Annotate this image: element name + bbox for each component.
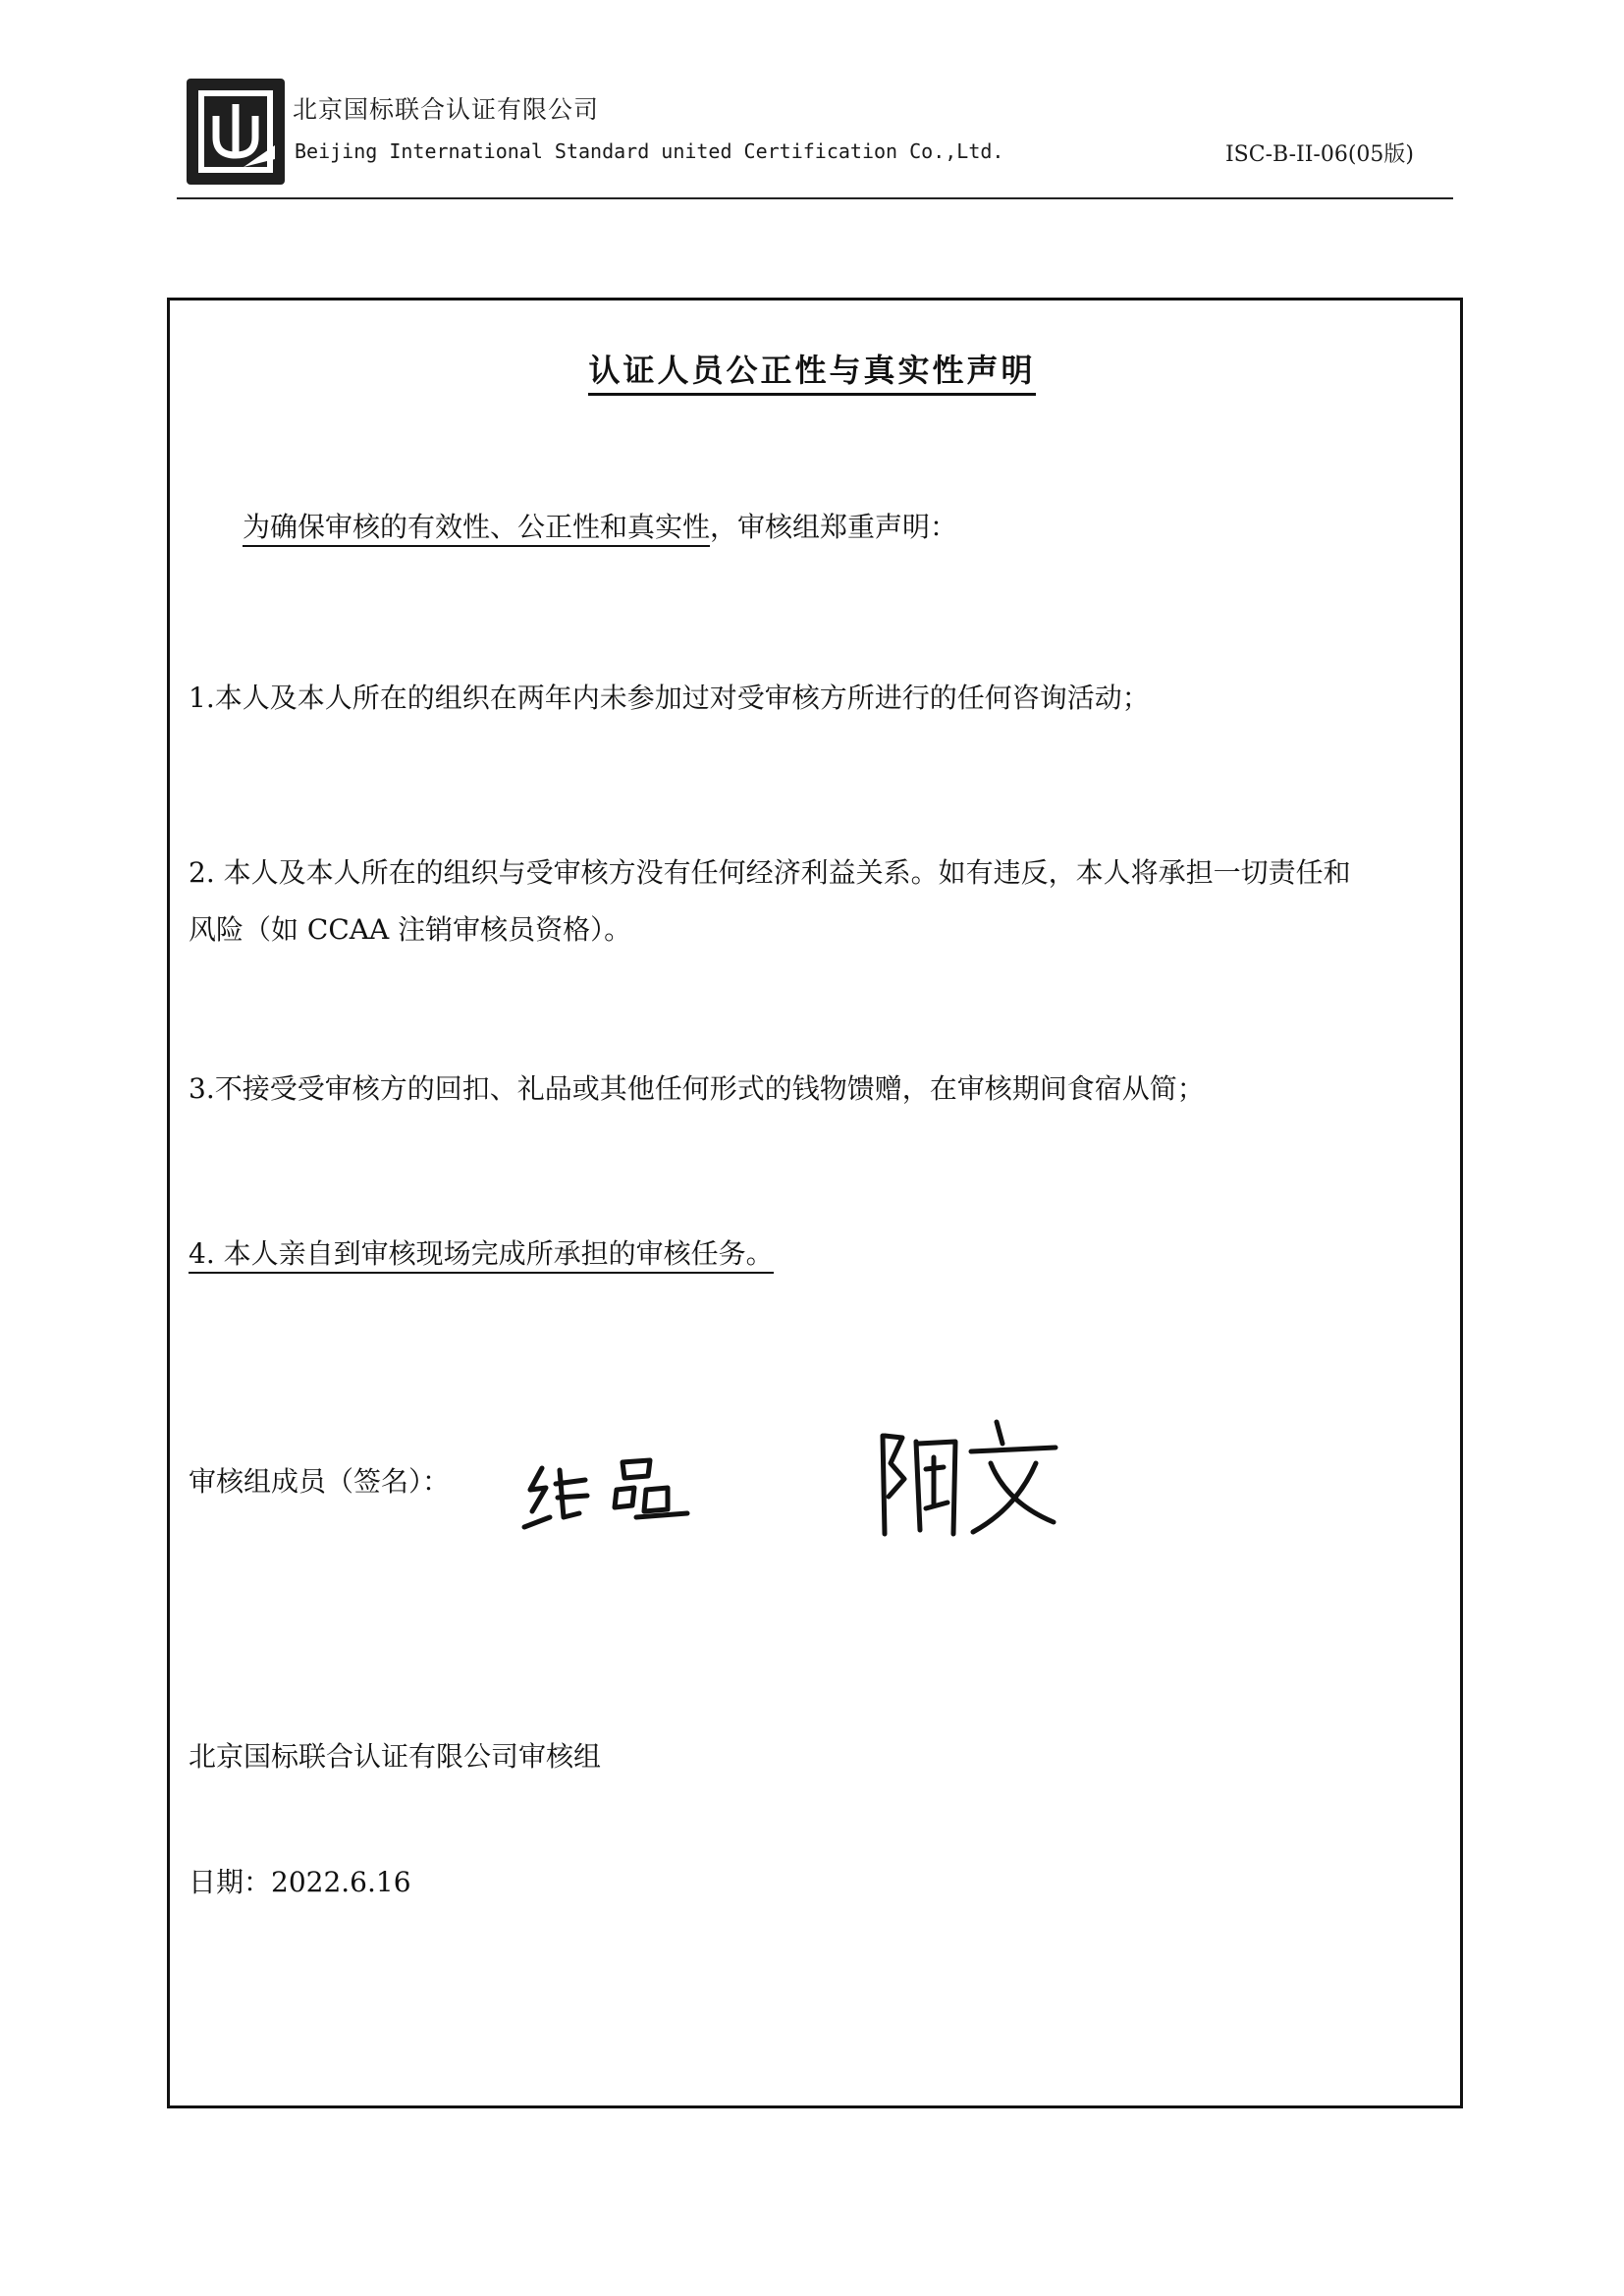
company-logo [185,77,287,187]
declaration-item-2: 2. 本人及本人所在的组织与受审核方没有任何经济利益关系。如有违反，本人将承担一切责任和 [189,856,1351,889]
intro-paragraph [243,499,1499,556]
signature-label: 审核组成员（签名）： [189,1465,451,1498]
document-code: ISC-B-II-06(05版) [1224,142,1414,167]
declaration-title: 认证人员公正性与真实性声明 [0,346,1624,391]
intro-underlined-text: 为确保审核的有效性、公正性和真实性 [243,511,710,547]
declaration-date: 日期：2022.6.16 [189,1866,411,1898]
intro-rest-text: ，审核组郑重声明： [710,511,958,543]
declaration-item-3: 3.不接受受审核方的回扣、礼品或其他任何形式的钱物馈赠，在审核期间食宿从简； [189,1072,1205,1105]
audit-team-organization: 北京国标联合认证有限公司审核组 [189,1740,602,1773]
company-name-cn: 北京国标联合认证有限公司 [293,95,600,124]
signature-image-2 [869,1414,1065,1542]
declaration-frame [167,298,1463,2108]
company-name-en: Beijing International Standard united Certification Co.,Ltd. [295,139,1004,163]
declaration-item-1: 1.本人及本人所在的组织在两年内未参加过对受审核方所进行的任何咨询活动； [189,682,1150,714]
declaration-item-4: 4. 本人亲自到审核现场完成所承担的审核任务。 [189,1226,1445,1283]
signature-image-1 [520,1449,697,1537]
header-divider [177,197,1453,199]
declaration-item-2-continued: 风险（如 CCAA 注销审核员资格）。 [189,913,632,946]
